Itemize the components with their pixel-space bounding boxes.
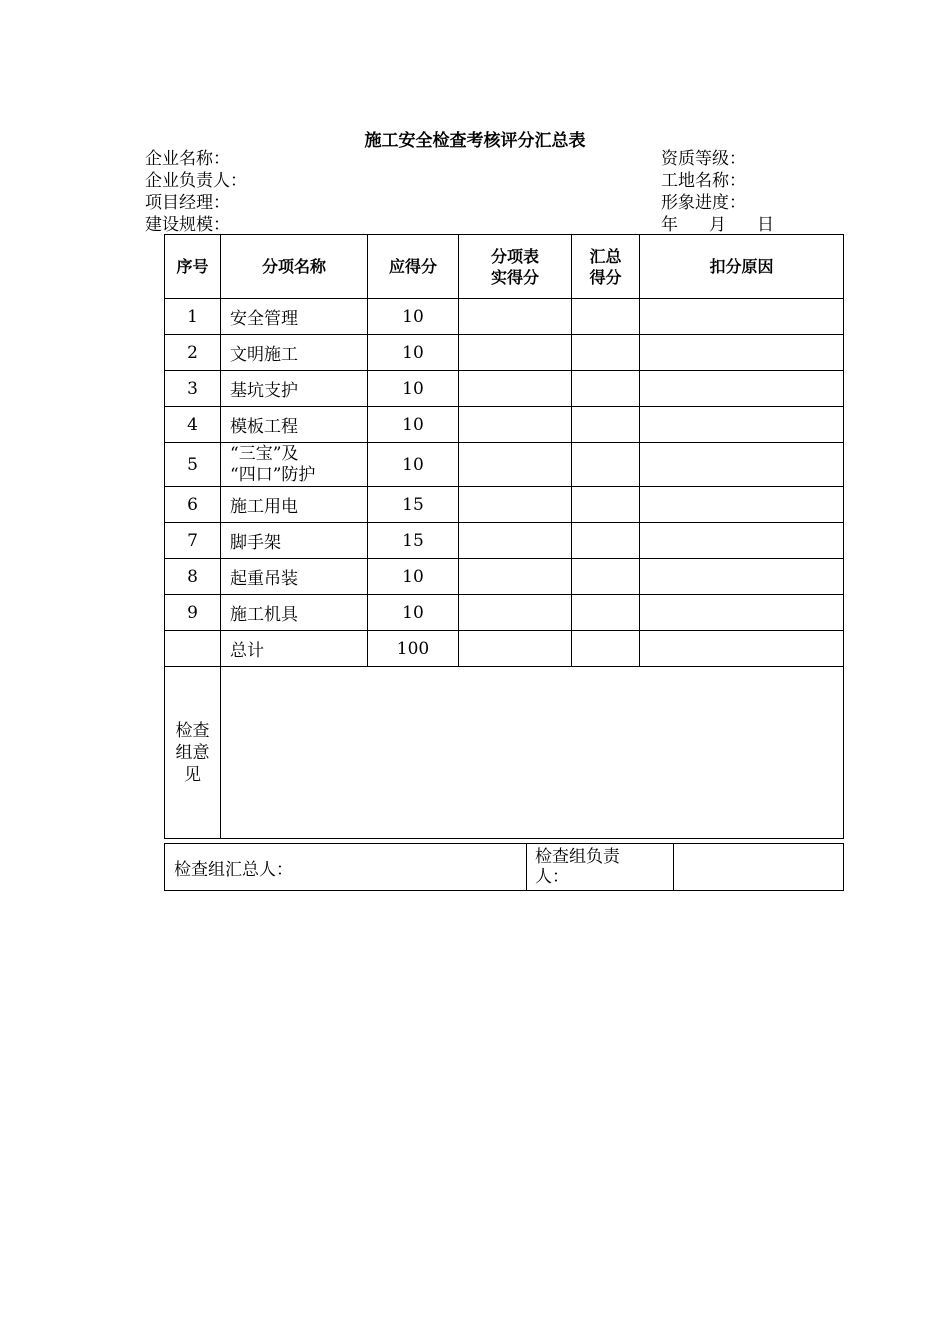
table-row xyxy=(165,443,844,487)
opinion-label-line3: 见 xyxy=(184,764,201,785)
header-total-score xyxy=(572,235,640,299)
row-due-score: 10 xyxy=(368,371,459,407)
info-right-block xyxy=(661,148,774,236)
leader-label-line2: 人： xyxy=(535,867,569,887)
row-item-name: 施工机具 xyxy=(221,595,368,631)
row-due-score: 10 xyxy=(368,559,459,595)
total-label: 总计 xyxy=(221,631,368,667)
table-header-row xyxy=(165,235,844,299)
row-actual-score-cell[interactable] xyxy=(459,487,572,523)
row-total-score-cell[interactable] xyxy=(572,371,640,407)
opinion-content-cell[interactable] xyxy=(221,667,844,839)
row-item-name-line2: “四口”防护 xyxy=(230,464,316,485)
company-leader-label: 企业负责人： xyxy=(145,171,247,191)
date-day: 日 xyxy=(757,215,774,235)
leader-label-line1: 检查组负责 xyxy=(535,847,620,867)
row-reason-cell[interactable] xyxy=(640,299,844,335)
row-reason-cell[interactable] xyxy=(640,559,844,595)
header-deduction-reason: 扣分原因 xyxy=(640,235,844,299)
header-total-line1: 汇总 xyxy=(589,246,622,266)
date-month: 月 xyxy=(709,215,726,235)
row-item-name: 脚手架 xyxy=(221,523,368,559)
date-line xyxy=(661,214,774,236)
opinion-label xyxy=(165,667,221,839)
row-seq: 3 xyxy=(165,371,221,407)
row-due-score: 15 xyxy=(368,487,459,523)
row-actual-score-cell[interactable] xyxy=(459,299,572,335)
row-total-score-cell[interactable] xyxy=(572,523,640,559)
row-total-score-cell[interactable] xyxy=(572,335,640,371)
row-reason-cell[interactable] xyxy=(640,487,844,523)
row-total-score-cell[interactable] xyxy=(572,299,640,335)
row-item-name-line1: “三宝”及 xyxy=(230,443,299,464)
header-seq: 序号 xyxy=(165,235,221,299)
row-seq: 2 xyxy=(165,335,221,371)
row-total-score-cell[interactable] xyxy=(572,443,640,487)
row-actual-score-cell[interactable] xyxy=(459,371,572,407)
header-actual-score xyxy=(459,235,572,299)
total-reason-cell[interactable] xyxy=(640,631,844,667)
site-name-label: 工地名称： xyxy=(661,171,746,191)
signature-table xyxy=(164,843,844,891)
qualification-level-label: 资质等级： xyxy=(661,149,746,169)
row-seq: 8 xyxy=(165,559,221,595)
row-reason-cell[interactable] xyxy=(640,595,844,631)
leader-label xyxy=(527,844,674,891)
row-seq: 9 xyxy=(165,595,221,631)
row-item-name: 施工用电 xyxy=(221,487,368,523)
row-due-score: 15 xyxy=(368,523,459,559)
header-due-score: 应得分 xyxy=(368,235,459,299)
score-table xyxy=(164,234,844,839)
row-item-name: 安全管理 xyxy=(221,299,368,335)
row-actual-score-cell[interactable] xyxy=(459,523,572,559)
header-total-line2: 得分 xyxy=(589,267,622,287)
row-seq: 1 xyxy=(165,299,221,335)
row-actual-score-cell[interactable] xyxy=(459,407,572,443)
table-row xyxy=(165,595,844,631)
row-due-score: 10 xyxy=(368,335,459,371)
total-total-score-cell[interactable] xyxy=(572,631,640,667)
row-actual-score-cell[interactable] xyxy=(459,595,572,631)
date-year: 年 xyxy=(661,215,678,235)
row-item-name: 起重吊装 xyxy=(221,559,368,595)
header-item-name: 分项名称 xyxy=(221,235,368,299)
row-seq: 7 xyxy=(165,523,221,559)
total-due-score: 100 xyxy=(368,631,459,667)
row-total-score-cell[interactable] xyxy=(572,487,640,523)
opinion-row xyxy=(165,667,844,839)
row-seq: 5 xyxy=(165,443,221,487)
row-due-score: 10 xyxy=(368,595,459,631)
summarizer-label: 检查组汇总人： xyxy=(165,844,527,891)
total-actual-score-cell[interactable] xyxy=(459,631,572,667)
row-item-name xyxy=(221,443,368,487)
row-seq: 6 xyxy=(165,487,221,523)
signature-row xyxy=(165,844,844,891)
leader-signature-cell[interactable] xyxy=(674,844,844,891)
table-row xyxy=(165,299,844,335)
row-reason-cell[interactable] xyxy=(640,443,844,487)
opinion-label-line1: 检查 xyxy=(175,720,210,741)
table-row xyxy=(165,487,844,523)
row-reason-cell[interactable] xyxy=(640,371,844,407)
table-row xyxy=(165,371,844,407)
page-title: 施工安全检查考核评分汇总表 xyxy=(364,131,586,151)
row-reason-cell[interactable] xyxy=(640,407,844,443)
row-item-name: 基坑支护 xyxy=(221,371,368,407)
progress-label: 形象进度： xyxy=(661,193,746,213)
row-due-score: 10 xyxy=(368,443,459,487)
row-total-score-cell[interactable] xyxy=(572,559,640,595)
row-due-score: 10 xyxy=(368,407,459,443)
header-actual-line1: 分项表 xyxy=(490,246,539,266)
company-name-label: 企业名称： xyxy=(145,149,230,169)
construction-scale-label: 建设规模： xyxy=(145,215,230,235)
row-item-name: 文明施工 xyxy=(221,335,368,371)
row-actual-score-cell[interactable] xyxy=(459,443,572,487)
row-seq: 4 xyxy=(165,407,221,443)
total-seq-cell xyxy=(165,631,221,667)
row-reason-cell[interactable] xyxy=(640,335,844,371)
project-manager-label: 项目经理： xyxy=(145,193,230,213)
row-total-score-cell[interactable] xyxy=(572,595,640,631)
table-row xyxy=(165,523,844,559)
total-row xyxy=(165,631,844,667)
header-actual-line2: 实得分 xyxy=(490,267,539,287)
row-item-name: 模板工程 xyxy=(221,407,368,443)
info-left-block xyxy=(145,148,247,236)
row-actual-score-cell[interactable] xyxy=(459,335,572,371)
row-total-score-cell[interactable] xyxy=(572,407,640,443)
table-row xyxy=(165,335,844,371)
row-reason-cell[interactable] xyxy=(640,523,844,559)
table-row xyxy=(165,559,844,595)
table-row xyxy=(165,407,844,443)
opinion-label-line2: 组意 xyxy=(175,742,210,763)
row-actual-score-cell[interactable] xyxy=(459,559,572,595)
row-due-score: 10 xyxy=(368,299,459,335)
